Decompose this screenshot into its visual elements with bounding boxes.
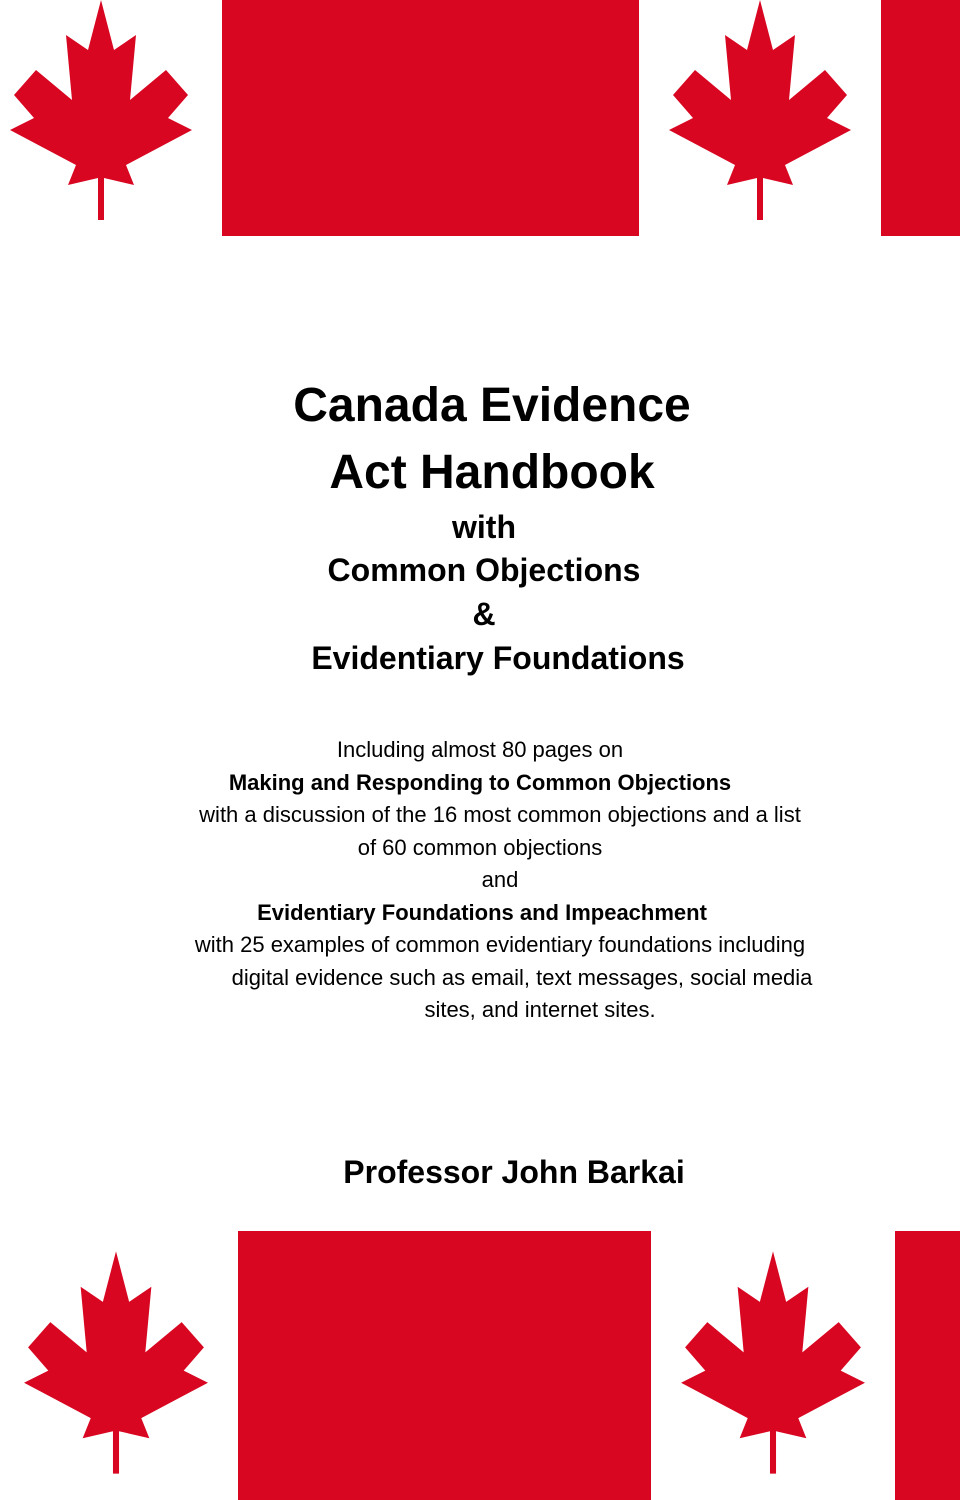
- description-line-1: Including almost 80 pages on: [336, 737, 624, 762]
- flag-red-edge: [895, 1231, 960, 1500]
- flag-red-panel: [238, 1231, 651, 1500]
- bottom-flag-band: [0, 1231, 960, 1500]
- subtitle-foundations: Evidentiary Foundations: [311, 640, 685, 676]
- flag-red-edge: [881, 0, 960, 236]
- description-block: [40, 734, 960, 1027]
- maple-leaf-icon: [665, 0, 855, 220]
- description-line-5: and: [481, 867, 519, 892]
- description-line-4: of 60 common objections: [357, 834, 603, 860]
- description-line-6: Evidentiary Foundations and Impeachment: [257, 899, 707, 925]
- maple-leaf-icon: [20, 1245, 212, 1480]
- maple-leaf-icon: [677, 1245, 869, 1480]
- flag-red-panel: [222, 0, 639, 236]
- description-line-2: Making and Responding to Common Objections: [228, 769, 732, 795]
- subtitle-objections: Common Objections: [327, 552, 641, 588]
- maple-leaf-icon: [6, 0, 196, 220]
- description-line-9: sites, and internet sites.: [424, 997, 656, 1022]
- book-title-line-2: Act Handbook: [329, 446, 655, 499]
- description-line-8: digital evidence such as email, text messages, social media: [231, 964, 813, 990]
- top-flag-band: [0, 0, 960, 236]
- author-name: Professor John Barkai: [343, 1154, 685, 1190]
- description-line-7: with 25 examples of common evidentiary foundations including: [194, 932, 806, 957]
- book-title-line-1: Canada Evidence: [293, 379, 691, 432]
- description-line-3: with a discussion of the 16 most common objections and a list: [199, 802, 801, 827]
- subtitle-with: with: [452, 509, 516, 545]
- subtitle-ampersand: &: [472, 596, 496, 632]
